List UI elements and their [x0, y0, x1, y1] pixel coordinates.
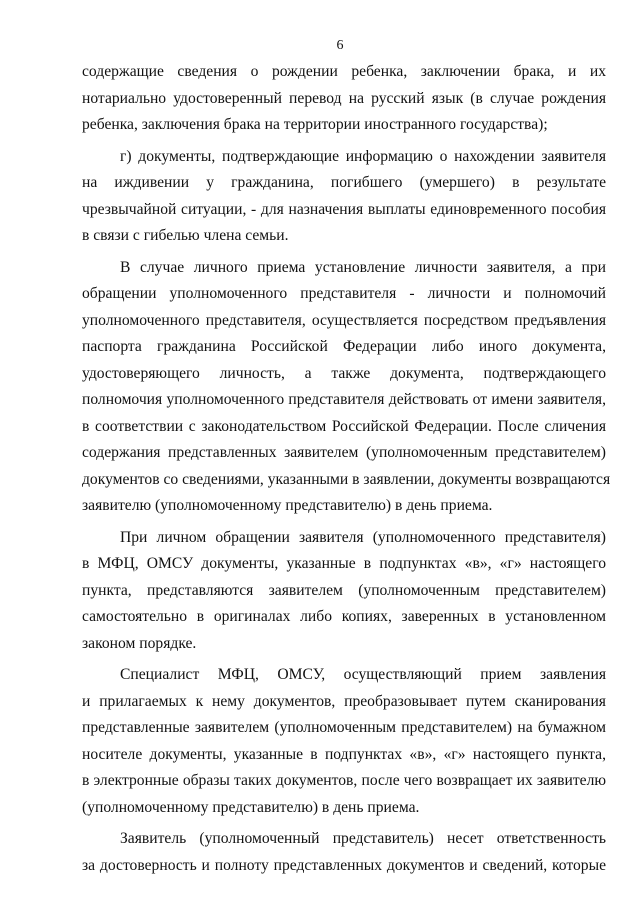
- paragraph: [82, 144, 606, 250]
- paragraph: [82, 525, 606, 658]
- text-line: ребенка, заключения брака на территории иностранного государства);: [82, 116, 548, 133]
- text-line: удостоверяющего личность, а также документа, подтверждающего: [82, 364, 606, 382]
- text-line: В случае личного приема установление личности заявителя, а при: [120, 258, 606, 276]
- page-number: 6: [336, 38, 344, 53]
- document-body: [82, 59, 611, 879]
- paragraph: [82, 255, 611, 520]
- text-line: заявителю (уполномоченному представителю) в день приема.: [82, 497, 493, 514]
- text-line: нотариально удостоверенный перевод на русский язык (в случае рождения: [82, 89, 606, 107]
- text-line: на иждивении у гражданина, погибшего (умершего) в результате: [82, 174, 606, 191]
- text-line: законом порядке.: [82, 634, 197, 652]
- text-line: представленные заявителем (уполномоченным представителем) на бумажном: [82, 719, 606, 736]
- paragraph: [82, 59, 606, 139]
- text-line: Заявитель (уполномоченный представитель) несет ответственность: [120, 830, 606, 847]
- text-line: (уполномоченному представителю) в день приема.: [82, 798, 420, 816]
- text-line: в связи с гибелью члена семьи.: [82, 227, 289, 244]
- text-line: документов со сведениями, указанными в заявлении, документы возвращаются: [82, 470, 611, 488]
- text-line: паспорта гражданина Российской Федерации либо иного документа,: [82, 338, 606, 355]
- text-line: полномочия уполномоченного представителя действовать от имени заявителя,: [82, 391, 606, 408]
- paragraph: [82, 826, 606, 879]
- text-line: г) документы, подтверждающие информацию о нахождении заявителя: [120, 147, 606, 165]
- text-line: в электронные образы таких документов, после чего возвращает их заявителю: [82, 772, 606, 789]
- text-line: пункта, представляются заявителем (уполномоченным представителем): [82, 581, 606, 599]
- text-line: самостоятельно в оригиналах либо копиях, заверенных в установленном: [82, 608, 606, 625]
- text-line: за достоверность и полноту представленных документов и сведений, которые: [82, 856, 606, 874]
- text-line: обращении уполномоченного представителя - личности и полномочий: [82, 285, 606, 302]
- text-line: Специалист МФЦ, ОМСУ, осуществляющий прием заявления: [120, 666, 606, 683]
- paragraph: [82, 662, 606, 821]
- text-line: содержащие сведения о рождении ребенка, заключении брака, и их: [82, 63, 606, 80]
- text-line: При личном обращении заявителя (уполномоченного представителя): [120, 528, 606, 546]
- text-line: и прилагаемых к нему документов, преобразовывает путем сканирования: [82, 692, 606, 710]
- text-line: содержания представленных заявителем (уполномоченным представителем): [82, 444, 606, 461]
- text-line: уполномоченного представителя, осуществляется посредством предъявления: [82, 311, 606, 329]
- text-line: в соответствии с законодательством Российской Федерации. После сличения: [82, 417, 606, 435]
- text-line: чрезвычайной ситуации, - для назначения выплаты единовременного пособия: [82, 200, 606, 218]
- text-line: носителе документы, указанные в подпунктах «в», «г» настоящего пункта,: [82, 745, 606, 763]
- text-line: в МФЦ, ОМСУ документы, указанные в подпунктах «в», «г» настоящего: [82, 555, 606, 572]
